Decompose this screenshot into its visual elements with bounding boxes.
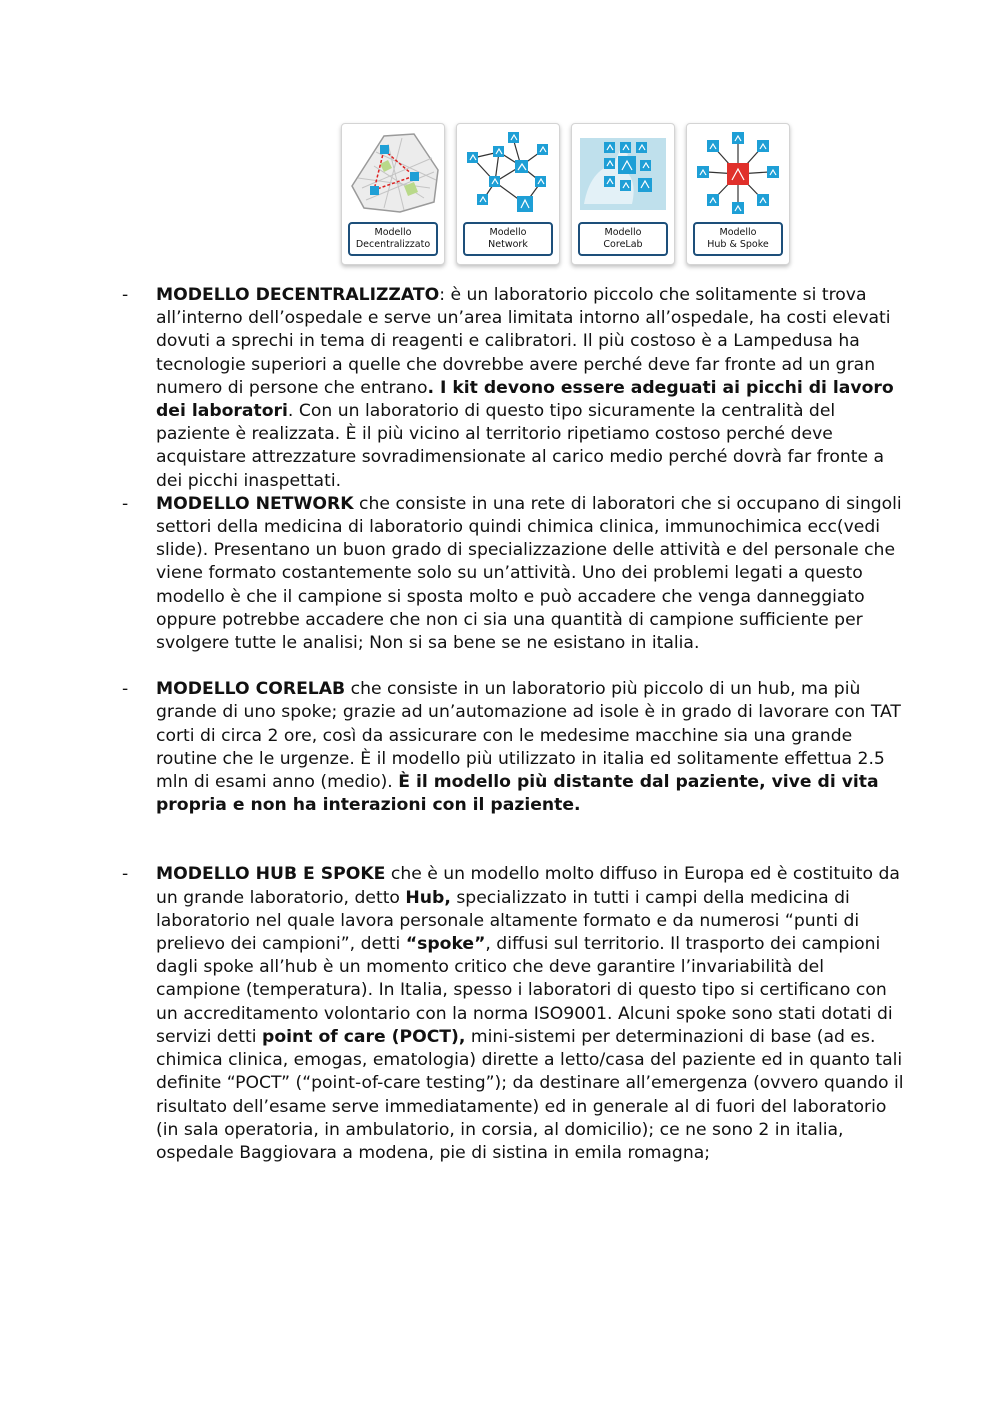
list-bullet: - <box>122 285 129 305</box>
corelab-icon <box>574 128 672 222</box>
map-icon <box>344 128 442 222</box>
item-text: , diffusi sul territorio. Il trasporto dei campioni dagli spoke all’hub è un momento critico che deve garantire l’invariabilità del campione (temperatura). In Italia, spesso i laboratori di questo tipo si certificano con un accreditamento volontario con la norma ISO9001. Alcuni spoke sono stati dotati di servizi detti <box>156 934 893 1047</box>
caption-line: Network <box>488 239 528 250</box>
item-title: MODELLO HUB E SPOKE <box>156 864 386 885</box>
item-emphasis: point of care (POCT), <box>262 1026 466 1047</box>
item-title: MODELLO DECENTRALIZZATO <box>156 285 440 305</box>
list-bullet: - <box>122 679 129 700</box>
lab-models-figure <box>341 123 791 265</box>
caption-line: Modello <box>719 227 757 238</box>
list-bullet: - <box>122 493 129 514</box>
item-emphasis: . I kit devono essere adeguati ai picchi di lavoro dei laboratori <box>156 377 894 422</box>
item-text: mini-sistemi per determinazioni di base (ad es. chimica clinica, emogas, ematologia) dirette a letto/casa del paziente ed in quanto tali definite “POCT” (“point-of-care testing”); da destinare all’emergenza (ovvero quando il risultato dell’esame serve immediatamente) ed in generale al di fuori del laboratorio (in sala operatoria, in ambulatorio, in corsia, al domicilio); ce ne sono 2 in italia, ospedale Baggiovara a modena, pie di sistina in emila romagna; <box>156 1026 904 1163</box>
list-item-decentralizzato <box>122 284 912 493</box>
caption-line: Modello <box>604 227 642 238</box>
list-item-hub-spoke <box>122 863 912 1165</box>
item-title: MODELLO CORELAB <box>156 679 346 700</box>
card-caption <box>693 222 783 256</box>
item-emphasis: Hub, <box>405 887 451 908</box>
document-body <box>122 284 912 1165</box>
caption-line: Modello <box>489 227 527 238</box>
list-item-corelab <box>122 678 912 817</box>
item-emphasis: È il modello più distante dal paziente, vive di vita propria e non ha interazioni con il paziente. <box>156 772 879 816</box>
item-emphasis: “spoke” <box>405 934 486 955</box>
network-icon <box>459 128 557 222</box>
caption-line: CoreLab <box>603 239 643 250</box>
item-text: che è un modello molto diffuso in Europa ed è costituito da un grande laboratorio, detto <box>156 864 900 908</box>
caption-line: Hub & Spoke <box>707 239 769 250</box>
caption-line: Decentralizzato <box>355 239 431 250</box>
item-title: MODELLO NETWORK <box>156 493 354 514</box>
card-network <box>456 123 560 265</box>
hub-spoke-icon <box>689 128 787 222</box>
item-text: : è un laboratorio piccolo che solitamente si trova all’interno dell’ospedale e serve un’area limitata intorno all’ospedale, ha costi elevati dovuti a sprechi in tema di reagenti e calibratori. Il più costoso è a Lampedusa ha tecnologie superiori a quelle che dovrebbe avere perché deve far fronte ad un gran numero di persone che entrano <box>156 285 891 398</box>
list-item-network <box>122 493 912 655</box>
list-bullet: - <box>122 864 129 885</box>
card-corelab <box>571 123 675 265</box>
caption-line: Modello <box>374 227 412 238</box>
card-decentralizzato <box>341 123 445 265</box>
card-caption <box>578 222 668 256</box>
item-text: . Con un laboratorio di questo tipo sicuramente la centralità del paziente è realizzata. È il più vicino al territorio ripetiamo costoso perché deve acquistare attrezzature sovradimensionate al carico medio perché dovrà far fronte a dei picchi inaspettati. <box>156 401 885 491</box>
card-hub-spoke <box>686 123 790 265</box>
item-text: che consiste in un laboratorio più piccolo di un hub, ma più grande di uno spoke; grazie ad un’automazione ad isole è in grado di lavorare con TAT corti di circa 2 ore, così da assicurare con le medesime macchine sia una grande routine che le urgenze. È il modello più utilizzato in italia ed solitamente effettua 2.5 mln di esami anno (medio). <box>156 679 901 793</box>
item-text: specializzato in tutti i campi della medicina di laboratorio nel quale lavora personale altamente formato e da numerosi “punti di prelievo dei campioni”, detti <box>156 887 860 955</box>
card-caption <box>463 222 553 256</box>
card-caption <box>348 222 438 256</box>
item-text: che consiste in una rete di laboratori che si occupano di singoli settori della medicina di laboratorio quindi chimica clinica, immunochimica ecc(vedi slide). Presentano un buon grado di specializzazione delle attività e del personale che viene formato costantemente solo su un’attività. Uno dei problemi legati a questo modello è che il campione si sposta molto e può accadere che venga danneggiato oppure potrebbe accadere che non ci sia una quantità di campione sufficiente per svolgere tutte le analisi; Non si sa bene se ne esistano in italia. <box>156 493 902 654</box>
